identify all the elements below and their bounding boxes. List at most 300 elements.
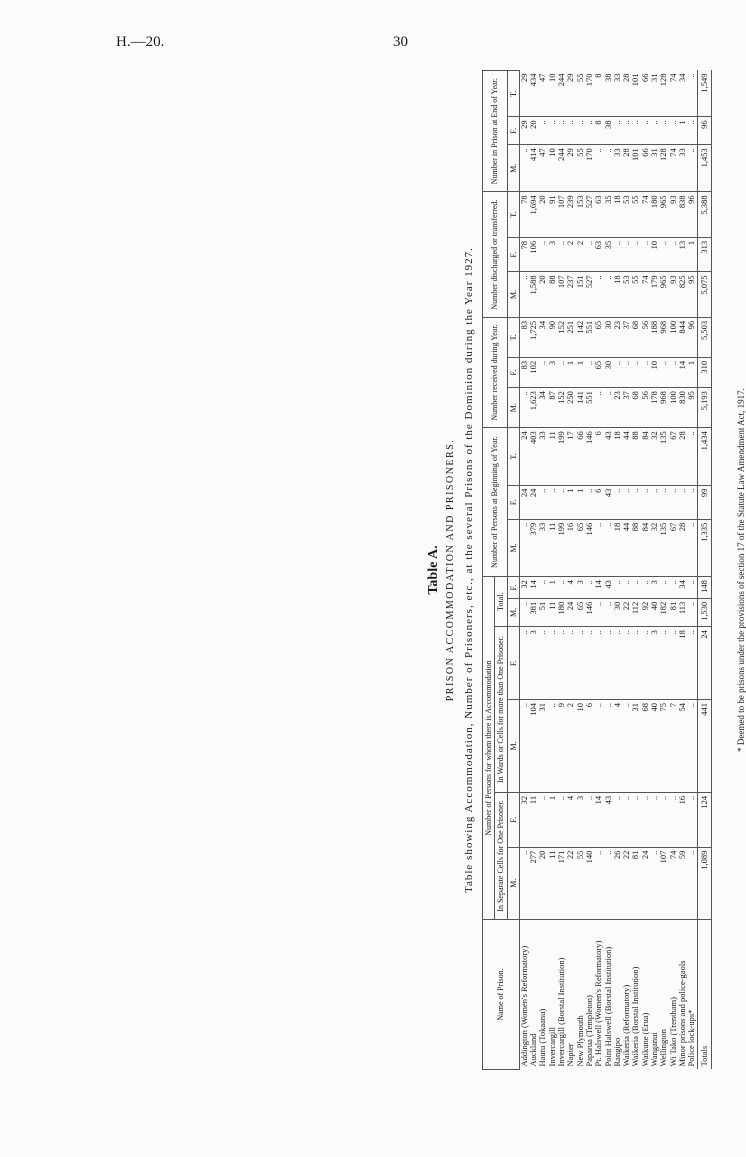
table-cell: .. (650, 117, 659, 145)
table-cell: 3 (529, 627, 538, 700)
table-cell: .. (538, 117, 547, 145)
table-cell: 14 (594, 792, 603, 847)
prison-name: Totals (697, 920, 711, 1070)
table-cell: .. (613, 357, 622, 387)
table-cell: 11 (529, 792, 538, 847)
table-cell: 1 (566, 357, 575, 387)
table-row (566, 71, 575, 1070)
table-cell: 14 (594, 577, 603, 599)
table-cell: 965 (659, 192, 668, 238)
prison-name: Hautu (Tokaanu) (537, 1008, 548, 1067)
table-cell: 84 (641, 428, 650, 485)
table-cell: 40 (650, 598, 659, 626)
table-cell: 59 (678, 847, 687, 919)
table-cell: .. (687, 792, 697, 847)
table-cell: 18 (613, 272, 622, 318)
table-cell: 18 (613, 519, 622, 576)
table-row (548, 71, 557, 1070)
table-cell: .. (557, 577, 566, 599)
table-cell: .. (659, 357, 668, 387)
table-cell: 44 (622, 519, 631, 576)
table-cell: 180 (557, 598, 566, 626)
sub-header-t: T. (507, 317, 519, 357)
table-cell: .. (604, 627, 613, 700)
table-cell: 96 (697, 117, 711, 145)
table-cell: .. (659, 792, 668, 847)
table-cell: .. (659, 627, 668, 700)
table-cell: .. (613, 792, 622, 847)
sub-header-f: F. (507, 792, 519, 847)
table-cell: .. (538, 577, 547, 599)
table-cell: .. (687, 627, 697, 700)
table-row (594, 71, 603, 1070)
table-cell: 88 (548, 272, 557, 318)
table-cell: 35 (604, 237, 613, 271)
sub-header-t: T. (507, 71, 519, 117)
table-cell: .. (594, 145, 603, 192)
table-cell: 5,388 (697, 192, 711, 238)
table-cell: 22 (622, 847, 631, 919)
prison-name: Waikune (Erua) (639, 1012, 650, 1067)
table-cell: 199 (557, 428, 566, 485)
table-cell: .. (613, 577, 622, 599)
table-cell: 4 (613, 700, 622, 793)
table-cell: .. (604, 519, 613, 576)
prison-name: Pt. Halswell (Women's Reformatory) (593, 940, 604, 1067)
table-cell: .. (650, 847, 659, 919)
rotated-table-page (126, 70, 746, 1070)
prison-name: Point Halswell (Borstal Institution) (602, 946, 613, 1067)
table-cell: .. (687, 847, 697, 919)
totals-row (697, 71, 711, 1070)
table-cell: 24 (697, 627, 711, 700)
table-cell: 152 (557, 388, 566, 428)
table-cell: .. (604, 700, 613, 793)
table-cell: .. (557, 627, 566, 700)
table-row (622, 71, 631, 1070)
table-cell: 151 (576, 272, 585, 318)
table-cell: 11 (548, 428, 557, 485)
table-cell: 104 (529, 700, 538, 793)
table-cell: 28 (622, 145, 631, 192)
table-cell: 74 (641, 192, 650, 238)
table-cell: 10 (548, 145, 557, 192)
table-cell: 1 (548, 577, 557, 599)
table-cell: 32 (519, 792, 529, 847)
prison-name: Waikeria (Reformatory) (621, 984, 632, 1067)
table-cell: 78 (519, 192, 529, 238)
table-row (576, 71, 585, 1070)
table-cell: 33 (678, 145, 687, 192)
table-cell: 551 (585, 388, 594, 428)
table-cell: 20 (538, 272, 547, 318)
table-cell: 8 (594, 117, 603, 145)
table-cell: 244 (557, 71, 566, 117)
table-row (604, 71, 613, 1070)
table-cell: 24 (529, 485, 538, 519)
table-cell: 1 (576, 485, 585, 519)
table-cell: 24 (519, 428, 529, 485)
table-cell: 107 (659, 847, 668, 919)
table-cell: 10 (576, 700, 585, 793)
table-cell: .. (548, 700, 557, 793)
table-cell: 37 (622, 317, 631, 357)
table-cell: .. (519, 847, 529, 919)
table-cell: .. (631, 627, 640, 700)
table-cell: 83 (519, 357, 529, 387)
table-cell: 527 (585, 272, 594, 318)
table-cell: 93 (669, 192, 678, 238)
table-cell: 23 (613, 317, 622, 357)
table-cell: 113 (678, 598, 687, 626)
table-cell: 838 (678, 192, 687, 238)
table-cell: 1,623 (529, 388, 538, 428)
table-cell: 34 (538, 388, 547, 428)
table-row (687, 71, 697, 1070)
table-cell: 65 (576, 598, 585, 626)
table-cell: 179 (650, 272, 659, 318)
table-cell: 381 (529, 598, 538, 626)
table-cell: 54 (678, 700, 687, 793)
sub-header-m: M. (507, 272, 519, 318)
table-cell: 43 (604, 485, 613, 519)
table-cell: 6 (594, 428, 603, 485)
table-cell: 63 (594, 237, 603, 271)
table-cell: .. (613, 485, 622, 519)
table-cell: .. (678, 485, 687, 519)
table-cell: .. (585, 357, 594, 387)
table-cell: .. (585, 485, 594, 519)
table-cell: 38 (604, 117, 613, 145)
sub-header-t: T. (507, 428, 519, 485)
table-cell: 170 (585, 71, 594, 117)
table-cell: 135 (659, 428, 668, 485)
table-cell: .. (604, 145, 613, 192)
table-cell: .. (519, 700, 529, 793)
table-cell: 18 (613, 192, 622, 238)
table-cell: .. (613, 627, 622, 700)
table-cell: .. (622, 577, 631, 599)
table-cell: 43 (604, 428, 613, 485)
table-cell: 34 (678, 577, 687, 599)
prison-table (482, 70, 712, 1070)
table-cell: 67 (669, 519, 678, 576)
table-cell: .. (613, 237, 622, 271)
table-cell: 4 (566, 577, 575, 599)
table-cell: 140 (585, 847, 594, 919)
table-cell: .. (687, 71, 697, 117)
table-cell: 29 (519, 71, 529, 117)
table-cell: .. (650, 792, 659, 847)
table-cell: 3 (548, 357, 557, 387)
table-cell: 66 (641, 71, 650, 117)
prison-name: Auckland (528, 1033, 539, 1067)
table-cell: 244 (557, 145, 566, 192)
table-cell: .. (622, 700, 631, 793)
table-cell: 32 (650, 519, 659, 576)
table-cell: .. (669, 577, 678, 599)
table-cell: 30 (604, 317, 613, 357)
table-cell: 414 (529, 145, 538, 192)
table-cell: .. (650, 485, 659, 519)
table-cell: 551 (585, 317, 594, 357)
col-discharged-header: Number discharged or transferred. (483, 192, 508, 317)
table-cell: 124 (697, 792, 711, 847)
table-cell: .. (669, 485, 678, 519)
table-row (631, 71, 640, 1070)
table-cell: 33 (613, 71, 622, 117)
table-cell: 10 (650, 357, 659, 387)
table-cell: .. (557, 485, 566, 519)
prison-name: Wellington (658, 1028, 669, 1067)
table-cell: 5,193 (697, 388, 711, 428)
table-cell: .. (622, 117, 631, 145)
table-cell: .. (669, 792, 678, 847)
table-cell: .. (641, 357, 650, 387)
table-cell: .. (604, 388, 613, 428)
table-cell: 148 (697, 577, 711, 599)
table-cell: 379 (529, 519, 538, 576)
table-cell: .. (594, 847, 603, 919)
table-cell: .. (557, 792, 566, 847)
table-cell: 31 (650, 145, 659, 192)
table-cell: 96 (687, 192, 697, 238)
table-cell: .. (519, 519, 529, 576)
table-cell: .. (669, 117, 678, 145)
table-cell: 1 (687, 237, 697, 271)
table-cell: 32 (650, 428, 659, 485)
table-cell: 17 (566, 428, 575, 485)
table-cell: 14 (529, 577, 538, 599)
table-cell: 1 (678, 117, 687, 145)
table-cell: .. (519, 388, 529, 428)
table-cell: .. (604, 847, 613, 919)
table-cell: 37 (622, 388, 631, 428)
table-cell: 81 (669, 598, 678, 626)
table-cell: 55 (631, 192, 640, 238)
table-cell: 6 (594, 485, 603, 519)
table-row (669, 71, 678, 1070)
prison-name: Wanganui (649, 1032, 660, 1067)
table-cell: 4 (566, 792, 575, 847)
table-cell: 74 (669, 847, 678, 919)
sub-header-f: F. (507, 357, 519, 387)
table-cell: 152 (557, 317, 566, 357)
table-cell: 30 (604, 357, 613, 387)
prison-name: Napier (565, 1043, 576, 1067)
table-cell: 16 (678, 792, 687, 847)
footnote: * Deemed to be prisons under the provisions of section 17 of the Statute Law Amendment Act, 1917. (736, 388, 746, 752)
table-cell: 1,335 (697, 519, 711, 576)
table-cell: 101 (631, 145, 640, 192)
table-cell: 1 (576, 357, 585, 387)
table-cell: 3 (650, 577, 659, 599)
table-title: Table showing Accommodation, Number of Prisoners, etc., at the several Prisons of the Dominion during the Year 1927. (463, 247, 475, 893)
table-cell: .. (538, 485, 547, 519)
table-cell: .. (585, 117, 594, 145)
table-cell: 239 (566, 192, 575, 238)
table-cell: 171 (557, 847, 566, 919)
table-cell: 106 (529, 237, 538, 271)
table-cell: .. (622, 357, 631, 387)
table-cell: 237 (566, 272, 575, 318)
table-cell: 3 (576, 792, 585, 847)
table-cell: .. (548, 485, 557, 519)
table-cell: .. (687, 577, 697, 599)
table-cell: 24 (641, 847, 650, 919)
table-cell: .. (669, 237, 678, 271)
table-row (678, 71, 687, 1070)
table-cell: .. (659, 577, 668, 599)
table-cell: 88 (631, 519, 640, 576)
table-cell: 34 (678, 71, 687, 117)
table-cell: 74 (641, 272, 650, 318)
table-cell: .. (585, 792, 594, 847)
table-cell: 5,503 (697, 317, 711, 357)
table-cell: 29 (566, 145, 575, 192)
table-cell: 18 (678, 627, 687, 700)
table-cell: .. (669, 357, 678, 387)
sub-header-f: F. (507, 117, 519, 145)
table-cell: 78 (519, 237, 529, 271)
sub-header-f: F. (507, 577, 519, 599)
table-cell: 28 (678, 519, 687, 576)
table-cell: 40 (650, 700, 659, 793)
table-row (585, 71, 594, 1070)
table-cell: 30 (613, 598, 622, 626)
table-cell: 33 (613, 145, 622, 192)
sub-header-f: F. (507, 627, 519, 700)
table-cell: .. (604, 598, 613, 626)
table-cell: 146 (585, 519, 594, 576)
table-cell: .. (687, 598, 697, 626)
table-cell: 91 (548, 192, 557, 238)
table-cell: 100 (669, 317, 678, 357)
table-cell: .. (631, 357, 640, 387)
table-cell: 3 (548, 237, 557, 271)
table-cell: 11 (548, 598, 557, 626)
table-cell: .. (585, 577, 594, 599)
table-cell: 188 (650, 317, 659, 357)
table-cell: .. (576, 627, 585, 700)
table-cell: 1 (566, 485, 575, 519)
table-cell: 29 (519, 117, 529, 145)
table-cell: 1,434 (697, 428, 711, 485)
table-cell: .. (519, 272, 529, 318)
table-cell: 43 (604, 792, 613, 847)
table-cell: 95 (687, 272, 697, 318)
table-cell: .. (622, 237, 631, 271)
table-cell: 31 (650, 71, 659, 117)
table-cell: .. (594, 519, 603, 576)
table-cell: 84 (641, 519, 650, 576)
table-cell: 1,725 (529, 317, 538, 357)
table-cell: 35 (604, 192, 613, 238)
prison-name: Addington (Women's Reformatory) (518, 945, 529, 1067)
table-cell: 56 (641, 317, 650, 357)
table-cell: 53 (622, 272, 631, 318)
table-cell: 66 (576, 428, 585, 485)
table-cell: 277 (529, 847, 538, 919)
prison-name: Invercargill (Borstal Institution) (556, 957, 567, 1067)
table-cell: 96 (687, 317, 697, 357)
table-row (613, 71, 622, 1070)
col-total-header: Total. (495, 577, 507, 627)
table-cell: 2 (576, 237, 585, 271)
table-cell: .. (538, 357, 547, 387)
table-cell: 1,089 (697, 847, 711, 919)
table-cell: 6 (585, 700, 594, 793)
table-cell: 313 (697, 237, 711, 271)
prison-name: Wi Tako (Trentham) (667, 997, 678, 1067)
table-cell: 3 (650, 627, 659, 700)
table-cell: 43 (604, 577, 613, 599)
table-cell: 403 (529, 428, 538, 485)
page-number: 30 (393, 34, 408, 50)
table-cell: 68 (631, 388, 640, 428)
table-cell: .. (613, 117, 622, 145)
prison-name: New Plymouth (574, 1015, 585, 1067)
table-cell: 1 (687, 357, 697, 387)
table-cell: 128 (659, 145, 668, 192)
table-cell: 968 (659, 317, 668, 357)
table-cell: .. (687, 117, 697, 145)
table-cell: 146 (585, 428, 594, 485)
table-cell: 28 (678, 428, 687, 485)
table-cell: 24 (519, 485, 529, 519)
table-cell: .. (687, 485, 697, 519)
prison-name: Police lock-ups* (686, 1009, 697, 1067)
table-cell: 1,549 (697, 71, 711, 117)
table-cell: .. (659, 485, 668, 519)
table-cell: .. (585, 237, 594, 271)
table-cell: 1,453 (697, 145, 711, 192)
table-cell: 87 (548, 388, 557, 428)
table-cell: 83 (519, 317, 529, 357)
table-cell: .. (519, 627, 529, 700)
table-cell: 178 (650, 388, 659, 428)
table-cell: 102 (529, 357, 538, 387)
table-cell: 55 (631, 272, 640, 318)
col-accom-group-header: Number of Persons for whom there is Accommodation (483, 577, 495, 920)
table-cell: .. (557, 357, 566, 387)
table-cell: 56 (641, 388, 650, 428)
table-cell: 65 (594, 317, 603, 357)
table-cell: .. (594, 598, 603, 626)
table-cell: 75 (659, 700, 668, 793)
sub-header-m: M. (507, 847, 519, 919)
table-cell: 7 (669, 700, 678, 793)
table-cell: .. (594, 627, 603, 700)
table-label: Table A. (426, 545, 441, 595)
table-body (519, 71, 711, 1070)
table-cell: 53 (622, 192, 631, 238)
table-cell: 68 (641, 700, 650, 793)
table-cell: 310 (697, 357, 711, 387)
table-cell: .. (687, 145, 697, 192)
table-cell: 88 (631, 428, 640, 485)
table-cell: .. (687, 519, 697, 576)
col-end-header: Number in Prison at End of Year. (483, 71, 508, 192)
table-cell: .. (557, 117, 566, 145)
table-cell: 29 (566, 71, 575, 117)
table-cell: 63 (594, 192, 603, 238)
table-cell: 107 (557, 272, 566, 318)
table-cell: .. (585, 627, 594, 700)
table-cell: .. (622, 485, 631, 519)
table-cell: 23 (613, 388, 622, 428)
table-cell: .. (631, 237, 640, 271)
